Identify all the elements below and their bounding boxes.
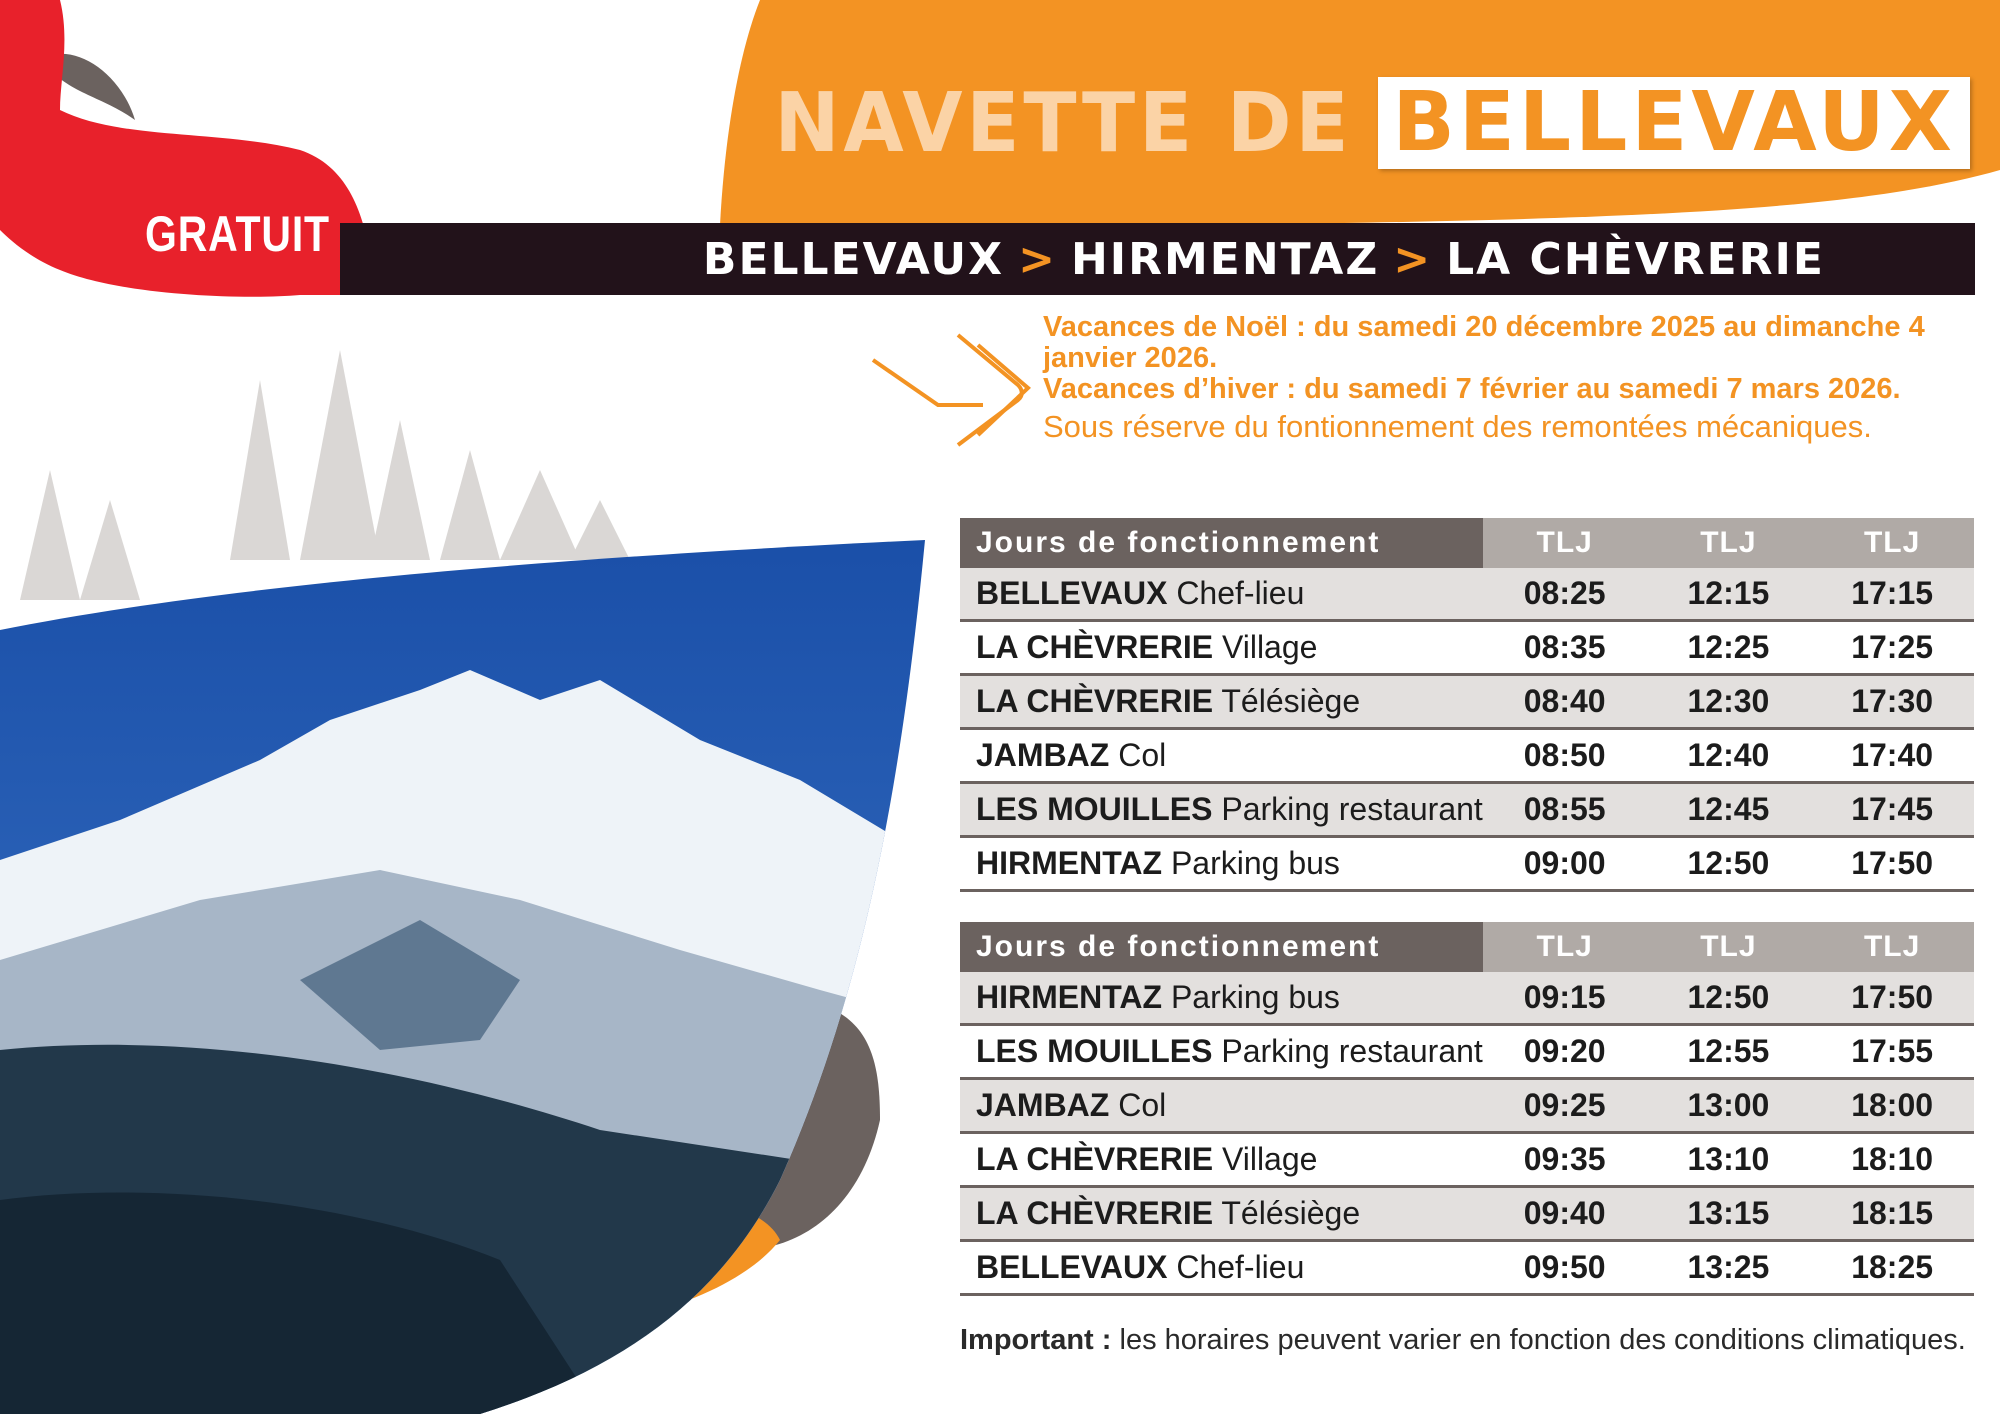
time-cell: 08:35 bbox=[1483, 621, 1647, 675]
column-header: TLJ bbox=[1810, 518, 1974, 568]
stop-name: HIRMENTAZ bbox=[976, 845, 1163, 881]
stop-cell bbox=[960, 1241, 1483, 1295]
stop-name: JAMBAZ bbox=[976, 737, 1110, 773]
time-cell: 17:45 bbox=[1810, 783, 1974, 837]
stop-name: JAMBAZ bbox=[976, 1087, 1110, 1123]
stop-cell bbox=[960, 729, 1483, 783]
arrow-right-icon bbox=[868, 330, 1038, 450]
time-cell: 17:25 bbox=[1810, 621, 1974, 675]
time-cell: 18:10 bbox=[1810, 1133, 1974, 1187]
stop-name: LES MOUILLES bbox=[976, 791, 1213, 827]
stop-detail: Village bbox=[1221, 1141, 1318, 1177]
stop-cell bbox=[960, 972, 1483, 1025]
stop-detail: Télésiège bbox=[1221, 683, 1361, 719]
route-stop: BELLEVAUX bbox=[702, 233, 1005, 285]
time-cell: 09:00 bbox=[1483, 837, 1647, 891]
stop-cell bbox=[960, 568, 1483, 621]
time-cell: 13:10 bbox=[1647, 1133, 1811, 1187]
stop-cell bbox=[960, 675, 1483, 729]
stop-name: LA CHÈVRERIE bbox=[976, 1141, 1214, 1177]
table-row bbox=[960, 1079, 1974, 1133]
stop-detail: Col bbox=[1118, 1087, 1167, 1123]
time-cell: 12:50 bbox=[1647, 837, 1811, 891]
table-row bbox=[960, 783, 1974, 837]
time-cell: 12:40 bbox=[1647, 729, 1811, 783]
stop-detail: Parking bus bbox=[1170, 845, 1340, 881]
season-info bbox=[1043, 312, 1983, 445]
stop-cell bbox=[960, 621, 1483, 675]
time-cell: 09:50 bbox=[1483, 1241, 1647, 1295]
stop-detail: Parking restaurant bbox=[1221, 1033, 1483, 1069]
time-cell: 08:25 bbox=[1483, 568, 1647, 621]
time-cell: 08:55 bbox=[1483, 783, 1647, 837]
table-row bbox=[960, 972, 1974, 1025]
column-header: TLJ bbox=[1647, 922, 1811, 972]
time-cell: 13:25 bbox=[1647, 1241, 1811, 1295]
table-row bbox=[960, 568, 1974, 621]
time-cell: 18:25 bbox=[1810, 1241, 1974, 1295]
column-header: Jours de fonctionnement bbox=[960, 518, 1483, 568]
table-row bbox=[960, 1025, 1974, 1079]
table-row bbox=[960, 729, 1974, 783]
stop-cell bbox=[960, 1079, 1483, 1133]
time-cell: 18:15 bbox=[1810, 1187, 1974, 1241]
stop-name: LES MOUILLES bbox=[976, 1033, 1213, 1069]
time-cell: 12:55 bbox=[1647, 1025, 1811, 1079]
time-cell: 12:15 bbox=[1647, 568, 1811, 621]
time-cell: 09:35 bbox=[1483, 1133, 1647, 1187]
column-header: TLJ bbox=[1647, 518, 1811, 568]
stop-name: BELLEVAUX bbox=[976, 1249, 1168, 1285]
time-cell: 17:30 bbox=[1810, 675, 1974, 729]
time-cell: 12:30 bbox=[1647, 675, 1811, 729]
winter-dates: Vacances d’hiver : du samedi 7 février au samedi 7 mars 2026. bbox=[1043, 373, 1901, 405]
table-row bbox=[960, 1187, 1974, 1241]
stop-cell bbox=[960, 1133, 1483, 1187]
route-bar bbox=[340, 223, 1975, 295]
service-disclaimer: Sous réserve du fontionnement des remontées mécaniques. bbox=[1043, 409, 1872, 444]
time-cell: 12:25 bbox=[1647, 621, 1811, 675]
timetable-return bbox=[960, 922, 1974, 1296]
title-highlight: BELLEVAUX bbox=[1378, 77, 1970, 169]
table-row bbox=[960, 837, 1974, 891]
trees-silhouette bbox=[20, 350, 630, 600]
time-cell: 17:50 bbox=[1810, 837, 1974, 891]
time-cell: 13:15 bbox=[1647, 1187, 1811, 1241]
page-title bbox=[744, 75, 1970, 171]
stop-name: LA CHÈVRERIE bbox=[976, 1195, 1214, 1231]
time-cell: 12:50 bbox=[1647, 972, 1811, 1025]
table-row bbox=[960, 621, 1974, 675]
chevron-right-icon: > bbox=[1393, 233, 1433, 285]
stop-name: HIRMENTAZ bbox=[976, 979, 1163, 1015]
stop-name: BELLEVAUX bbox=[976, 575, 1168, 611]
column-header: TLJ bbox=[1483, 518, 1647, 568]
time-cell: 09:20 bbox=[1483, 1025, 1647, 1079]
chevron-right-icon: > bbox=[1018, 233, 1057, 285]
stop-detail: Parking bus bbox=[1170, 979, 1340, 1015]
stop-detail: Chef-lieu bbox=[1176, 575, 1305, 611]
important-note bbox=[960, 1324, 1966, 1357]
table-row bbox=[960, 675, 1974, 729]
table-row bbox=[960, 1241, 1974, 1295]
time-cell: 18:00 bbox=[1810, 1079, 1974, 1133]
time-cell: 08:50 bbox=[1483, 729, 1647, 783]
stop-detail: Télésiège bbox=[1221, 1195, 1361, 1231]
stop-detail: Parking restaurant bbox=[1221, 791, 1483, 827]
column-header: Jours de fonctionnement bbox=[960, 922, 1483, 972]
mountain-photo bbox=[0, 530, 930, 1414]
stop-name: LA CHÈVRERIE bbox=[976, 683, 1214, 719]
stop-cell bbox=[960, 837, 1483, 891]
title-prefix: NAVETTE DE bbox=[774, 75, 1353, 171]
route-stop: HIRMENTAZ bbox=[1070, 233, 1380, 285]
stop-cell bbox=[960, 1187, 1483, 1241]
table-row bbox=[960, 1133, 1974, 1187]
time-cell: 09:25 bbox=[1483, 1079, 1647, 1133]
time-cell: 17:15 bbox=[1810, 568, 1974, 621]
time-cell: 17:50 bbox=[1810, 972, 1974, 1025]
christmas-dates: Vacances de Noël : du samedi 20 décembre 2025 au dimanche 4 janvier 2026. bbox=[1043, 311, 1925, 374]
table-header-row bbox=[960, 518, 1974, 568]
timetable-outbound bbox=[960, 518, 1974, 892]
column-header: TLJ bbox=[1810, 922, 1974, 972]
stop-name: LA CHÈVRERIE bbox=[976, 629, 1214, 665]
stop-detail: Village bbox=[1221, 629, 1318, 665]
time-cell: 17:55 bbox=[1810, 1025, 1974, 1079]
note-label: Important : bbox=[960, 1324, 1112, 1356]
stop-detail: Chef-lieu bbox=[1176, 1249, 1305, 1285]
column-header: TLJ bbox=[1483, 922, 1647, 972]
table-header-row bbox=[960, 922, 1974, 972]
free-badge: GRATUIT bbox=[145, 206, 330, 262]
time-cell: 08:40 bbox=[1483, 675, 1647, 729]
route-stop: LA CHÈVRERIE bbox=[1446, 233, 1825, 285]
time-cell: 17:40 bbox=[1810, 729, 1974, 783]
time-cell: 13:00 bbox=[1647, 1079, 1811, 1133]
stop-cell bbox=[960, 1025, 1483, 1079]
route-line bbox=[340, 223, 1975, 295]
time-cell: 09:40 bbox=[1483, 1187, 1647, 1241]
time-cell: 12:45 bbox=[1647, 783, 1811, 837]
time-cell: 09:15 bbox=[1483, 972, 1647, 1025]
note-text: les horaires peuvent varier en fonction des conditions climatiques. bbox=[1119, 1324, 1966, 1356]
stop-detail: Col bbox=[1118, 737, 1167, 773]
stop-cell bbox=[960, 783, 1483, 837]
